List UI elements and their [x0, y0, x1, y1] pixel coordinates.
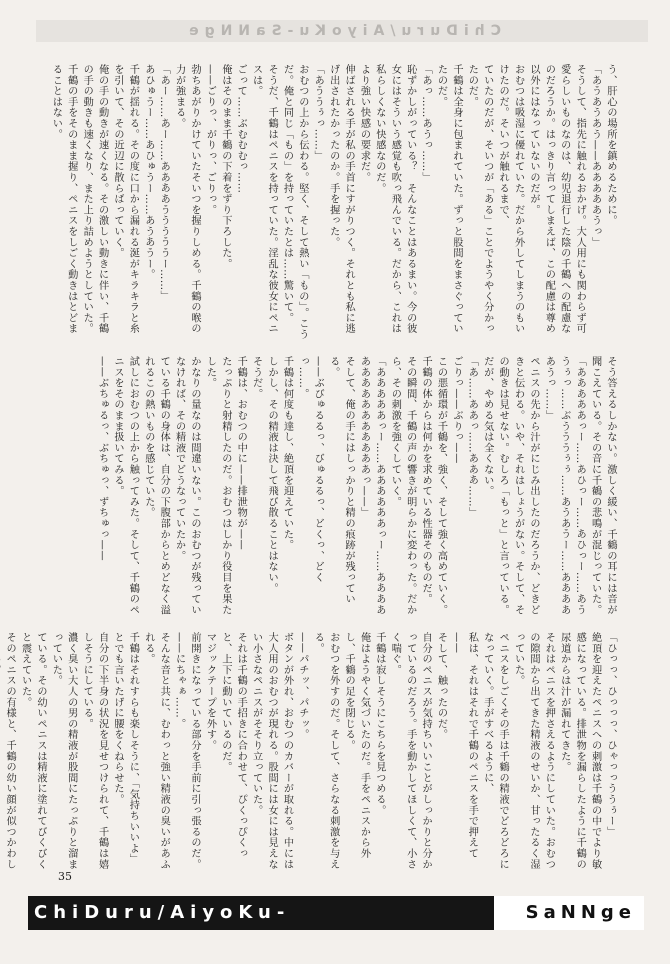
text-paragraph: マジックテープを外す。: [204, 632, 216, 751]
text-paragraph: 「あー……あー……ああああうううううー……」: [158, 64, 170, 302]
text-paragraph: この悪循環が千鶴を、強く、そして強く高めていく。: [435, 356, 447, 616]
text-paragraph: 俺の手の動きが速くなる。その激しい動きに伴い、千鶴の手の動きも速くなり、また上り詰めようとしていた。千鶴の手をそのまま握り、ペニスをしごく動きはとどまることはない。: [50, 64, 108, 334]
text-paragraph: 「あっ……あうっ……」: [420, 64, 432, 183]
text-paragraph: 自分の下半身の状況を見せつけられて、千鶴は嬉しそうにしている。: [81, 632, 108, 870]
text-paragraph: ている千鶴の身体は、自分の下腹部からとめどなく溢れるこの熱いものを感じていた。: [142, 356, 170, 616]
text-paragraph: 千鶴は全身に包まれていた。ずっと股間をまさぐっていたのだ。: [435, 64, 462, 334]
text-paragraph: 「あ……ああっ……あああ……」: [466, 356, 478, 518]
mirrored-header-showthrough: ChiDuru/AiyoKu-SaNNge: [36, 20, 648, 42]
text-paragraph: ——ぶびゅるるっ、びゅるるっ、どくっ、どくっ……。: [296, 356, 324, 583]
text-paragraph: そうだ、千鶴はペニスを持っていた。淫乱な彼女にペニスは。: [250, 64, 278, 334]
text-paragraph: ていたのだが、そいつが「ある」ことでようやく分かったのだ。: [466, 64, 493, 334]
text-paragraph: そうして、指先に触れるおかげ。大人用にも関わらず可愛らしいものなのは、幼児退行した陰の千鶴への配慮なのだろうか。はっきり言ってしまえば、この配慮は尊め以外にはなっていないのだが。: [527, 64, 586, 334]
text-block-middle: [80, 356, 618, 618]
text-paragraph: そうだ。: [250, 356, 262, 400]
text-paragraph: 前開きになっている部分を手前に引っ張るのだ。: [189, 632, 201, 870]
text-paragraph: 私は、それはそれで千鶴のペニスを手で押えて——: [450, 632, 478, 859]
text-paragraph: 「あうあうあう——あああああうっ」: [589, 64, 601, 248]
text-paragraph: う、肝心の場所を鎮めるために。: [605, 64, 616, 226]
text-paragraph: 恥ずかしがっている？ そんなことはあるまい。今の彼女にはそういう感覚も吹っ飛んでいる。だから、これは私らしくない快感なのだ。: [373, 64, 416, 334]
text-paragraph: 千鶴はそれすらも楽しそうに、「気持ちいいよ」とでも言いたげに腰をくねらせた。: [112, 632, 139, 865]
text-block-bottom: [4, 632, 618, 872]
text-paragraph: そして、俺の手にはしっかりと精の痕跡が残っている。: [327, 356, 355, 605]
text-paragraph: 「あああああっー……ああああああっー……あああああああああああああああっ——」: [358, 356, 385, 616]
footer-tail-box: [492, 896, 644, 930]
text-paragraph: 絶頂を迎えたペニスへの刺激は千鶴の中でより敏感になっている。排泄物を漏らしたように千鶴の尿道からは汁が漏れてきた。: [558, 632, 601, 870]
text-paragraph: ペニスをしごくその手は千鶴の精液でどろどろになっていく。手がすべるように、: [481, 632, 509, 870]
text-paragraph: 試しにおむつの上から触ってみた。そして、千鶴のペニスをそのまま扱いてみる。: [112, 356, 139, 616]
footer-title-banner: [28, 896, 644, 930]
text-paragraph: 勃ちあがりかけていたそいつを握りしめる。千鶴の喉の力が強まる。: [173, 64, 201, 334]
text-paragraph: ——ごりっ、がりっ、ごりっ。: [204, 64, 216, 216]
text-paragraph: 濃く臭い大人の男の精液が股間にたっぷりと溜まっていた。: [50, 632, 77, 870]
text-paragraph: そのペニスの有様と、千鶴の幼い顔が似つかわし: [4, 632, 16, 870]
footer-tail-text: SaNNge: [525, 902, 636, 923]
text-paragraph: 千鶴は何度も達し、絶頂を迎えていた。: [281, 356, 293, 551]
text-paragraph: より強い快感の要求だ。: [358, 64, 370, 183]
text-paragraph: ている。その幼いペニスは精液に塗れてびくびくと震えていた。: [19, 632, 46, 870]
text-paragraph: しかし、その精液は決して飛び散ることはない。: [266, 356, 278, 594]
text-paragraph: そう答えるしかない。激しく緩い、千鶴の耳には音が聞こえている。その音に千鶴の悲鳴が混じっていた。: [589, 356, 616, 616]
text-paragraph: ——にちゃぁ……。: [173, 632, 185, 730]
footer-title: ChiDuru/AiyoKu-: [34, 902, 291, 923]
text-paragraph: おむつの上から伝わる。堅く、そして熱い「もの」。こうだ。俺と同じ「もの」を持っていたとは……驚いて。: [281, 64, 308, 340]
text-paragraph: あひゅうー……あひゅうー……あうあうー。: [142, 64, 154, 280]
text-paragraph: 「あああああっー……あひっー……あひっー……あううぅっ……ぶうううぅぅ……あうあうー……あああああうっ……」: [543, 356, 586, 616]
text-paragraph: それは千鶴の手招きに合わせて、ぴくっぴくっと、上下に動いているのだ。: [219, 632, 247, 859]
text-paragraph: それはペニスを押さえるようにしていた。おむつの隙間から出てきた精液のせいか、甘ったるく湿っていた。: [512, 632, 555, 870]
page-number: 35: [58, 870, 72, 883]
text-paragraph: ボタンが外れ、おむつのカバーが取れる。中には大人用のおむつが現れる。股間には女には見えない小さなペニスがそそり立っていた。: [250, 632, 293, 870]
text-paragraph: そんな音と共に、むわっと強い精液の臭いがあふれる。: [142, 632, 170, 870]
text-paragraph: そして、触ったのだ。: [435, 632, 447, 740]
text-paragraph: 千鶴は、おむつの中に——排泄物が——: [235, 356, 247, 551]
text-paragraph: 千鶴の体からは何かを求めている性器そのものだ。: [420, 356, 432, 605]
text-paragraph: 俺はそのまま千鶴の下着をずり下ろした。: [219, 64, 231, 270]
text-paragraph: ごりっ——ぶりっ——: [450, 356, 462, 464]
text-paragraph: 伸ばされる手が私の手首にすがりつく。それとも私に逃げ出されたかったのか。手を握った。: [327, 64, 355, 334]
text-paragraph: ごって……ぶむむむっ……: [235, 64, 247, 194]
text-paragraph: 自分のペニスが気持ちいいことがしっかりと分かっているのだろう。手を動かしてほしくて、小さく喘ぐ。: [389, 632, 432, 870]
text-paragraph: 「ひっっ、ひっっっ、ひゃっっううぅー」: [605, 632, 616, 838]
text-paragraph: たっぷりと射精したのだ。おむつはしかり役目を果たした。: [204, 356, 231, 616]
text-paragraph: その瞬間、千鶴の声の響きが明らかに変わった。だから、その刺激を強くしていく。: [389, 356, 416, 616]
text-paragraph: ——ぶちゅるっ、ぶちゅっ、ずちゅっ——: [96, 356, 108, 562]
text-paragraph: ——パチッ、パチッ。: [296, 632, 308, 740]
text-paragraph: ペニスの先から汁がにじみ出したのだろうか、どきどきと伝わる。いや、それはしょうがない。そして、その動きは見せない。むしろ「もっと」と言っている。だが、やめる気は全くない。: [481, 356, 539, 616]
text-paragraph: かなりの量なのは間違いない。このおむつが残っていなければ、その精液でどうなっていたか。: [173, 356, 201, 616]
text-paragraph: 千鶴は寂しそうにこちらを見つめる。: [373, 632, 385, 816]
text-block-top: [50, 64, 618, 340]
text-paragraph: おむつは吸湿に優れていた。だから外してしまうのもいけたのだ。そいつが触れるまで、: [497, 64, 524, 334]
text-paragraph: おむつを外すのだ。そして、さらなる刺激を与える。: [312, 632, 339, 870]
text-paragraph: 俺はようやく気づいたのだ。手をペニスから外し、千鶴の足を閉じる。: [343, 632, 370, 859]
text-paragraph: 千鶴が揺れる。その度に口から漏れる涎がキラキラと糸を引いて、その近辺に散らばっていく。: [112, 64, 139, 334]
text-paragraph: 「あううぅっ……」: [312, 64, 324, 162]
